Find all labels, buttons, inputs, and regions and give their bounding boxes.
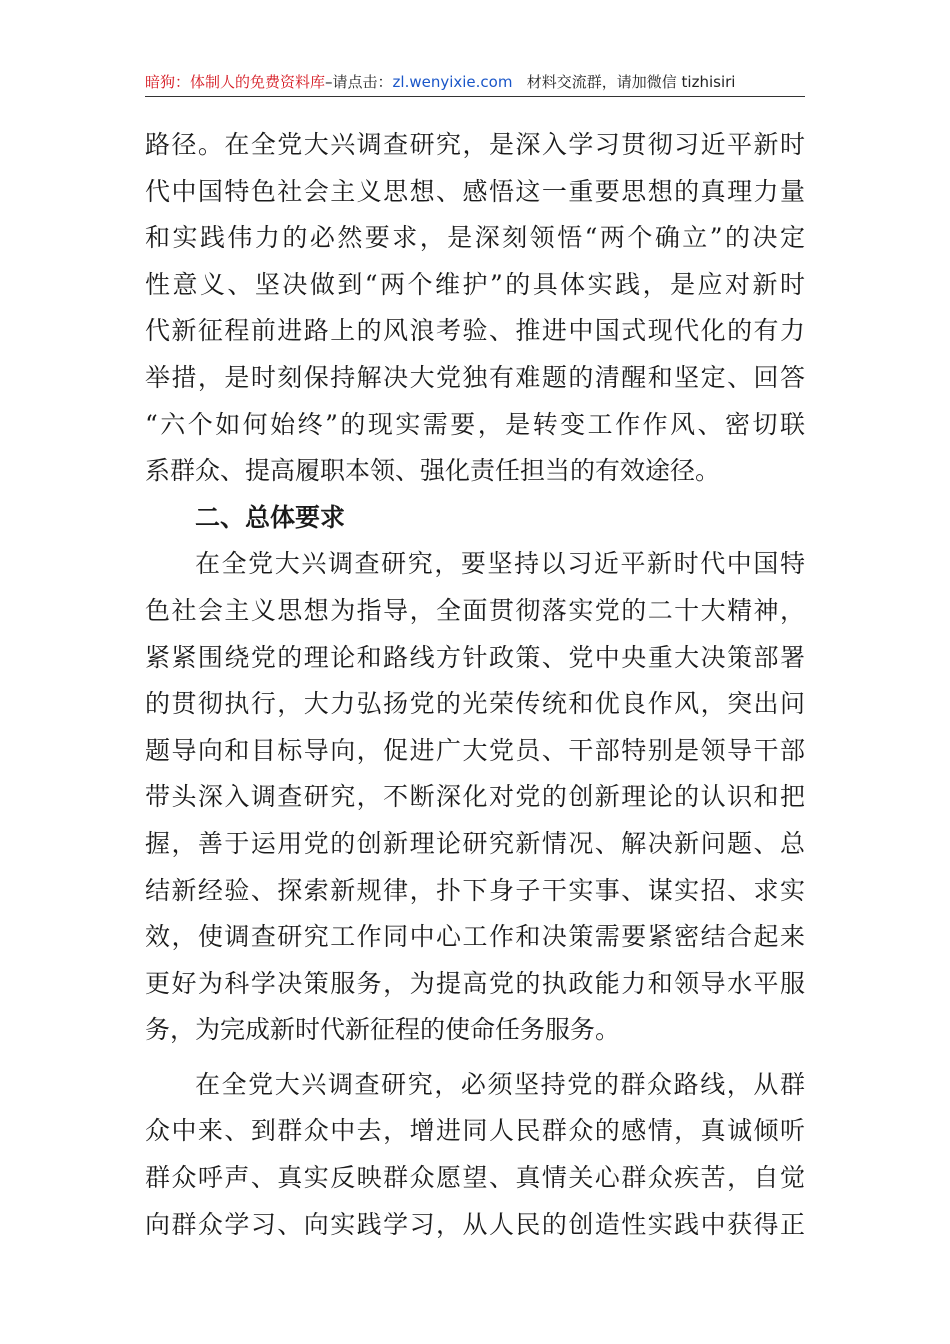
page-header	[145, 68, 805, 96]
header-site-name: 暗狗：体制人的免费资料库	[145, 73, 326, 91]
text-line: 路径。在全党大兴调查研究，是深入学习贯彻习近平新时	[145, 130, 805, 159]
text-line: 代新征程前进路上的风浪考验、推进中国式现代化的有力	[145, 316, 805, 346]
text-line: 代中国特色社会主义思想、感悟这一重要思想的真理力量	[145, 176, 805, 206]
text-line: 紧紧围绕党的理论和路线方针政策、党中央重大决策部署	[145, 642, 805, 672]
header-click-prompt: –请点击：	[325, 73, 393, 91]
paragraph-1	[145, 122, 805, 495]
text-line: 带头深入调查研究，不断深化对党的创新理论的认识和把	[145, 782, 805, 812]
text-line: 效，使调查研究工作同中心工作和决策需要紧密结合起来	[145, 922, 805, 952]
text-line: 的贯彻执行，大力弘扬党的光荣传统和优良作风，突出问	[145, 689, 805, 719]
paragraph-spacer	[145, 1054, 805, 1062]
text-line: 性意义、坚决做到“两个维护”的具体实践，是应对新时	[145, 269, 805, 299]
text-line: 和实践伟力的必然要求，是深刻领悟“两个确立”的决定	[145, 223, 805, 253]
text-line: 系群众、提高履职本领、强化责任担当的有效途径。	[145, 456, 721, 486]
text-line: 在全党大兴调查研究，必须坚持党的群众路线，从群	[195, 1069, 805, 1099]
text-line: 色社会主义思想为指导，全面贯彻落实党的二十大精神，	[145, 595, 805, 625]
text-line: 更好为科学决策服务，为提高党的执政能力和领导水平服	[145, 968, 805, 998]
paragraph-2	[145, 541, 805, 1054]
text-line: “六个如何始终”的现实需要，是转变工作作风、密切联	[145, 409, 805, 439]
section-heading: 二、总体要求	[195, 502, 346, 532]
text-line: 众中来、到群众中去，增进同人民群众的感情，真诚倾听	[145, 1116, 805, 1146]
text-line: 向群众学习、向实践学习，从人民的创造性实践中获得正	[145, 1209, 805, 1239]
text-line: 握，善于运用党的创新理论研究新情况、解决新问题、总	[145, 828, 805, 858]
document-body	[145, 122, 805, 1248]
paragraph-3	[145, 1062, 805, 1248]
text-line: 在全党大兴调查研究，要坚持以习近平新时代中国特	[195, 549, 805, 579]
header-divider	[145, 96, 805, 97]
text-line: 群众呼声、真实反映群众愿望、真情关心群众疾苦，自觉	[145, 1163, 805, 1193]
header-wechat-note: 材料交流群，请加微信 tizhisiri	[526, 73, 736, 91]
text-line: 结新经验、探索新规律，扑下身子干实事、谋实招、求实	[145, 875, 805, 905]
text-line: 举措，是时刻保持解决大党独有难题的清醒和坚定、回答	[145, 362, 805, 392]
text-line: 题导向和目标导向，促进广大党员、干部特别是领导干部	[145, 735, 805, 765]
text-line: 务，为完成新时代新征程的使命任务服务。	[145, 1015, 621, 1045]
header-url-link[interactable]: zl.wenyixie.com	[392, 73, 513, 91]
